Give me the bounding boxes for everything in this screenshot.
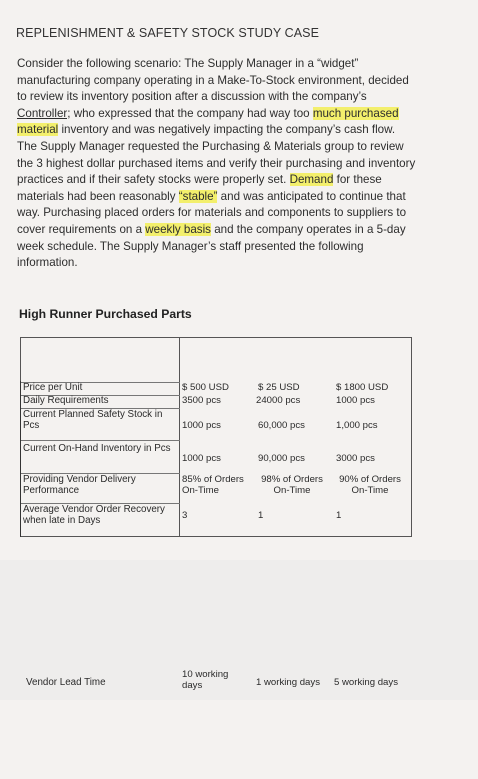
price-col3: $ 1800 USD: [336, 382, 389, 393]
para-text-2: who expressed that the company had way too: [70, 106, 313, 120]
safety-col1: 1000 pcs: [182, 420, 221, 431]
parts-table: [20, 337, 412, 537]
table-border-bottom: [20, 536, 412, 537]
delivery-col1: 85% of Orders On-Time: [182, 474, 244, 496]
onhand-col2: 90,000 pcs: [258, 453, 305, 464]
row-label-recovery: Average Vendor Order Recovery when late in Days: [23, 504, 165, 526]
safety-col2: 60,000 pcs: [258, 420, 305, 431]
delivery-col3: 90% of Orders On-Time: [339, 474, 401, 496]
para-text-3: inventory and was negatively impacting the company’s cash flow. The Supply Manager requested the Purchasing & Materials group to review the 3 highest dollar purchased items and verify their purchasing and inventory practices and if their safety stocks were properly set.: [17, 123, 416, 187]
lead-col3: 5 working days: [334, 677, 398, 688]
safety-col3: 1,000 pcs: [336, 420, 378, 431]
row-border-left: [20, 381, 21, 537]
para-text-1: Consider the following scenario: The Supply Manager in a “widget” manufacturing company operating in a Make-To-Stock environment, decided to review its inventory position after a discussion with the company’s: [17, 57, 409, 104]
row-label-on-hand: Current On-Hand Inventory in Pcs: [23, 443, 171, 454]
recovery-col1: 3: [182, 510, 188, 521]
lead-column-divider: [20, 740, 21, 779]
daily-col1: 3500 pcs: [182, 395, 221, 406]
recovery-col3: 1: [336, 510, 342, 521]
lead-border-top: [20, 661, 412, 662]
daily-col2: 24000 pcs: [256, 395, 301, 406]
lead-col2: 1 working days: [256, 677, 320, 688]
daily-col3: 1000 pcs: [336, 395, 375, 406]
para-text-4: for these materials had been reasonably: [17, 173, 382, 203]
price-col1: $ 500 USD: [182, 382, 229, 393]
row-sep-4: [20, 440, 180, 441]
recovery-col2: 1: [258, 510, 264, 521]
para-text-5: and was anticipated to continue that way. Purchasing placed orders for materials and components to suppliers to cover requirements on a: [17, 189, 407, 236]
delivery-col2: 98% of Orders On-Time: [261, 474, 323, 496]
row-label-lead-time: Vendor Lead Time: [26, 677, 106, 688]
highlight-demand: Demand: [289, 173, 334, 187]
row-label-daily: Daily Requirements: [23, 395, 109, 406]
lead-time-table: [20, 661, 412, 700]
lead-border-left: [20, 662, 21, 701]
row-label-safety-stock: Current Planned Safety Stock in Pcs: [23, 409, 163, 431]
table-border-top: [20, 337, 412, 338]
highlight-purchased-material: much purchased material: [17, 106, 399, 137]
price-col2: $ 25 USD: [258, 382, 300, 393]
onhand-col1: 1000 pcs: [182, 453, 221, 464]
scenario-paragraph: [17, 56, 417, 272]
row-label-delivery: Providing Vendor Delivery Performance: [23, 474, 136, 496]
lead-col1: 10 working days: [182, 669, 229, 691]
highlight-weekly-basis: weekly basis: [145, 222, 211, 236]
para-text-6: and the company operates in a 5-day week schedule. The Supply Manager’s staff presented the following information.: [17, 222, 406, 270]
table-heading: High Runner Purchased Parts: [19, 307, 192, 321]
table-border-right: [411, 337, 412, 537]
onhand-col3: 3000 pcs: [336, 453, 375, 464]
row-label-price: Price per Unit: [23, 382, 83, 393]
table-column-divider: [179, 337, 180, 537]
controller-underlined: Controller;: [17, 106, 71, 120]
document-title: REPLENISHMENT & SAFETY STOCK STUDY CASE: [16, 26, 320, 40]
lead-border-right: [20, 701, 21, 740]
highlight-stable: “stable”: [178, 189, 218, 203]
